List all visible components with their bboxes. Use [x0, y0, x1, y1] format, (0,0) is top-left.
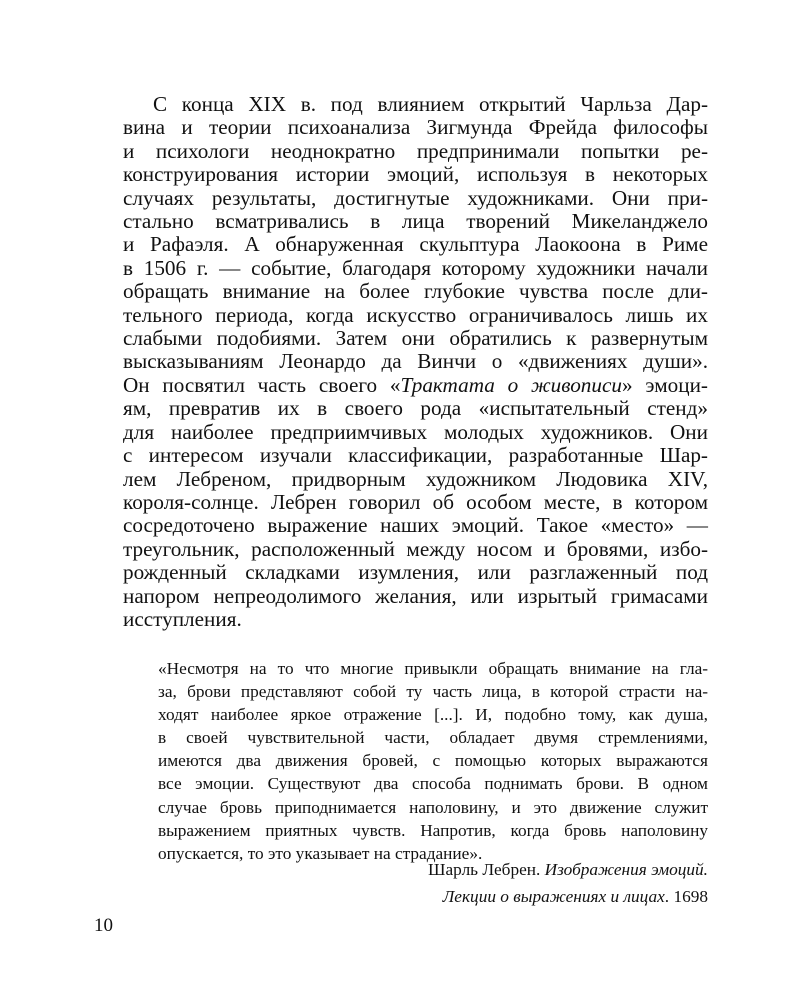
paragraph-line: лем Лебреном, придворным художником Людовика XIV, — [123, 466, 708, 491]
quote-line: ходят наиболее яркое отражение [...]. И, подобно тому, как душа, — [158, 705, 708, 725]
paragraph-line: для наиболее предприимчивых молодых художников. Они — [123, 419, 708, 444]
paragraph-line: вина и теории психоанализа Зигмунда Фрейда философы — [123, 115, 708, 140]
paragraph-line: в 1506 г. — событие, благодаря которому художники начали — [123, 255, 708, 280]
paragraph-line: ям, превратив их в своего рода «испытательный стенд» — [123, 396, 708, 421]
attribution-author: Шарль Лебрен. — [428, 860, 545, 879]
quote-line: опускается, то это указывает на страдание». — [158, 843, 483, 863]
attribution-line-1 — [428, 856, 708, 883]
attribution-work-title: Изображения эмоций. — [544, 860, 708, 879]
paragraph-line: и психологи неоднократно предпринимали попытки ре- — [123, 138, 708, 163]
quote-line: все эмоции. Существуют два способа поднимать брови. В одном — [158, 774, 708, 794]
quote-line: в своей чувствительной части, обладает двумя стремлениями, — [158, 728, 708, 748]
paragraph-line: высказываниям Леонардо да Винчи о «движениях души». — [123, 349, 708, 374]
block-quote — [158, 657, 708, 865]
paragraph-line: короля-солнце. Лебрен говорил об особом месте, в котором — [123, 489, 708, 514]
quote-line: случае бровь приподнимается наполовину, и это движение служит — [158, 797, 708, 817]
paragraph-line: треугольник, расположенный между носом и бровями, избо- — [123, 536, 708, 561]
paragraph-line: С конца XIX в. под влиянием открытий Чарльза Дар- — [153, 92, 708, 116]
attribution-line-2 — [428, 883, 708, 910]
paragraph-line: стально всматривались в лица творений Микеланджело — [123, 209, 708, 234]
paragraph-line: слабыми подобиями. Затем они обратились к развернутым — [123, 326, 708, 351]
paragraph-line: и Рафаэля. А обнаруженная скульптура Лаокоона в Риме — [123, 232, 708, 257]
quote-line: имеются два движения бровей, с помощью которых выражаются — [158, 751, 708, 771]
quote-attribution — [428, 856, 708, 910]
main-paragraph — [123, 93, 708, 631]
paragraph-line: рожденный складками изумления, или разглаженный под — [123, 560, 708, 585]
line-text: » эмоци- — [621, 372, 708, 397]
page-number: 10 — [94, 915, 113, 936]
attribution-year: . 1698 — [664, 887, 708, 906]
paragraph-line: обращать внимание на более глубокие чувства после дли- — [123, 279, 708, 304]
paragraph-line: напором непреодолимого желания, или изрытый гримасами — [123, 583, 708, 608]
attribution-work-subtitle: Лекции о выражениях и лицах — [442, 887, 665, 906]
paragraph-line: тельного периода, когда искусство ограничивалось лишь их — [123, 302, 708, 327]
paragraph-line: исступления. — [123, 606, 242, 631]
paragraph-line: конструирования истории эмоций, используя в некоторых — [123, 162, 708, 187]
paragraph-line: случаях результаты, достигнутые художниками. Они при- — [123, 185, 708, 210]
quote-line: «Несмотря на то что многие привыкли обращать внимание на гла- — [158, 659, 708, 678]
quote-line: за, брови представляют собой ту часть лица, в которой страсти на- — [158, 682, 708, 702]
paragraph-line-with-title: Он посвятил часть своего «Трактата о живописи» эмоци- — [123, 372, 708, 397]
line-text: Он посвятил часть своего — [123, 372, 390, 397]
quote-line: выражением приятных чувств. Напротив, когда бровь наполовину — [158, 820, 708, 840]
paragraph-line: с интересом изучали классификации, разработанные Шар- — [123, 443, 708, 468]
paragraph-line: сосредоточено выражение наших эмоций. Такое «место» — — [123, 513, 708, 538]
treatise-title: Трактата о живописи — [400, 372, 622, 397]
